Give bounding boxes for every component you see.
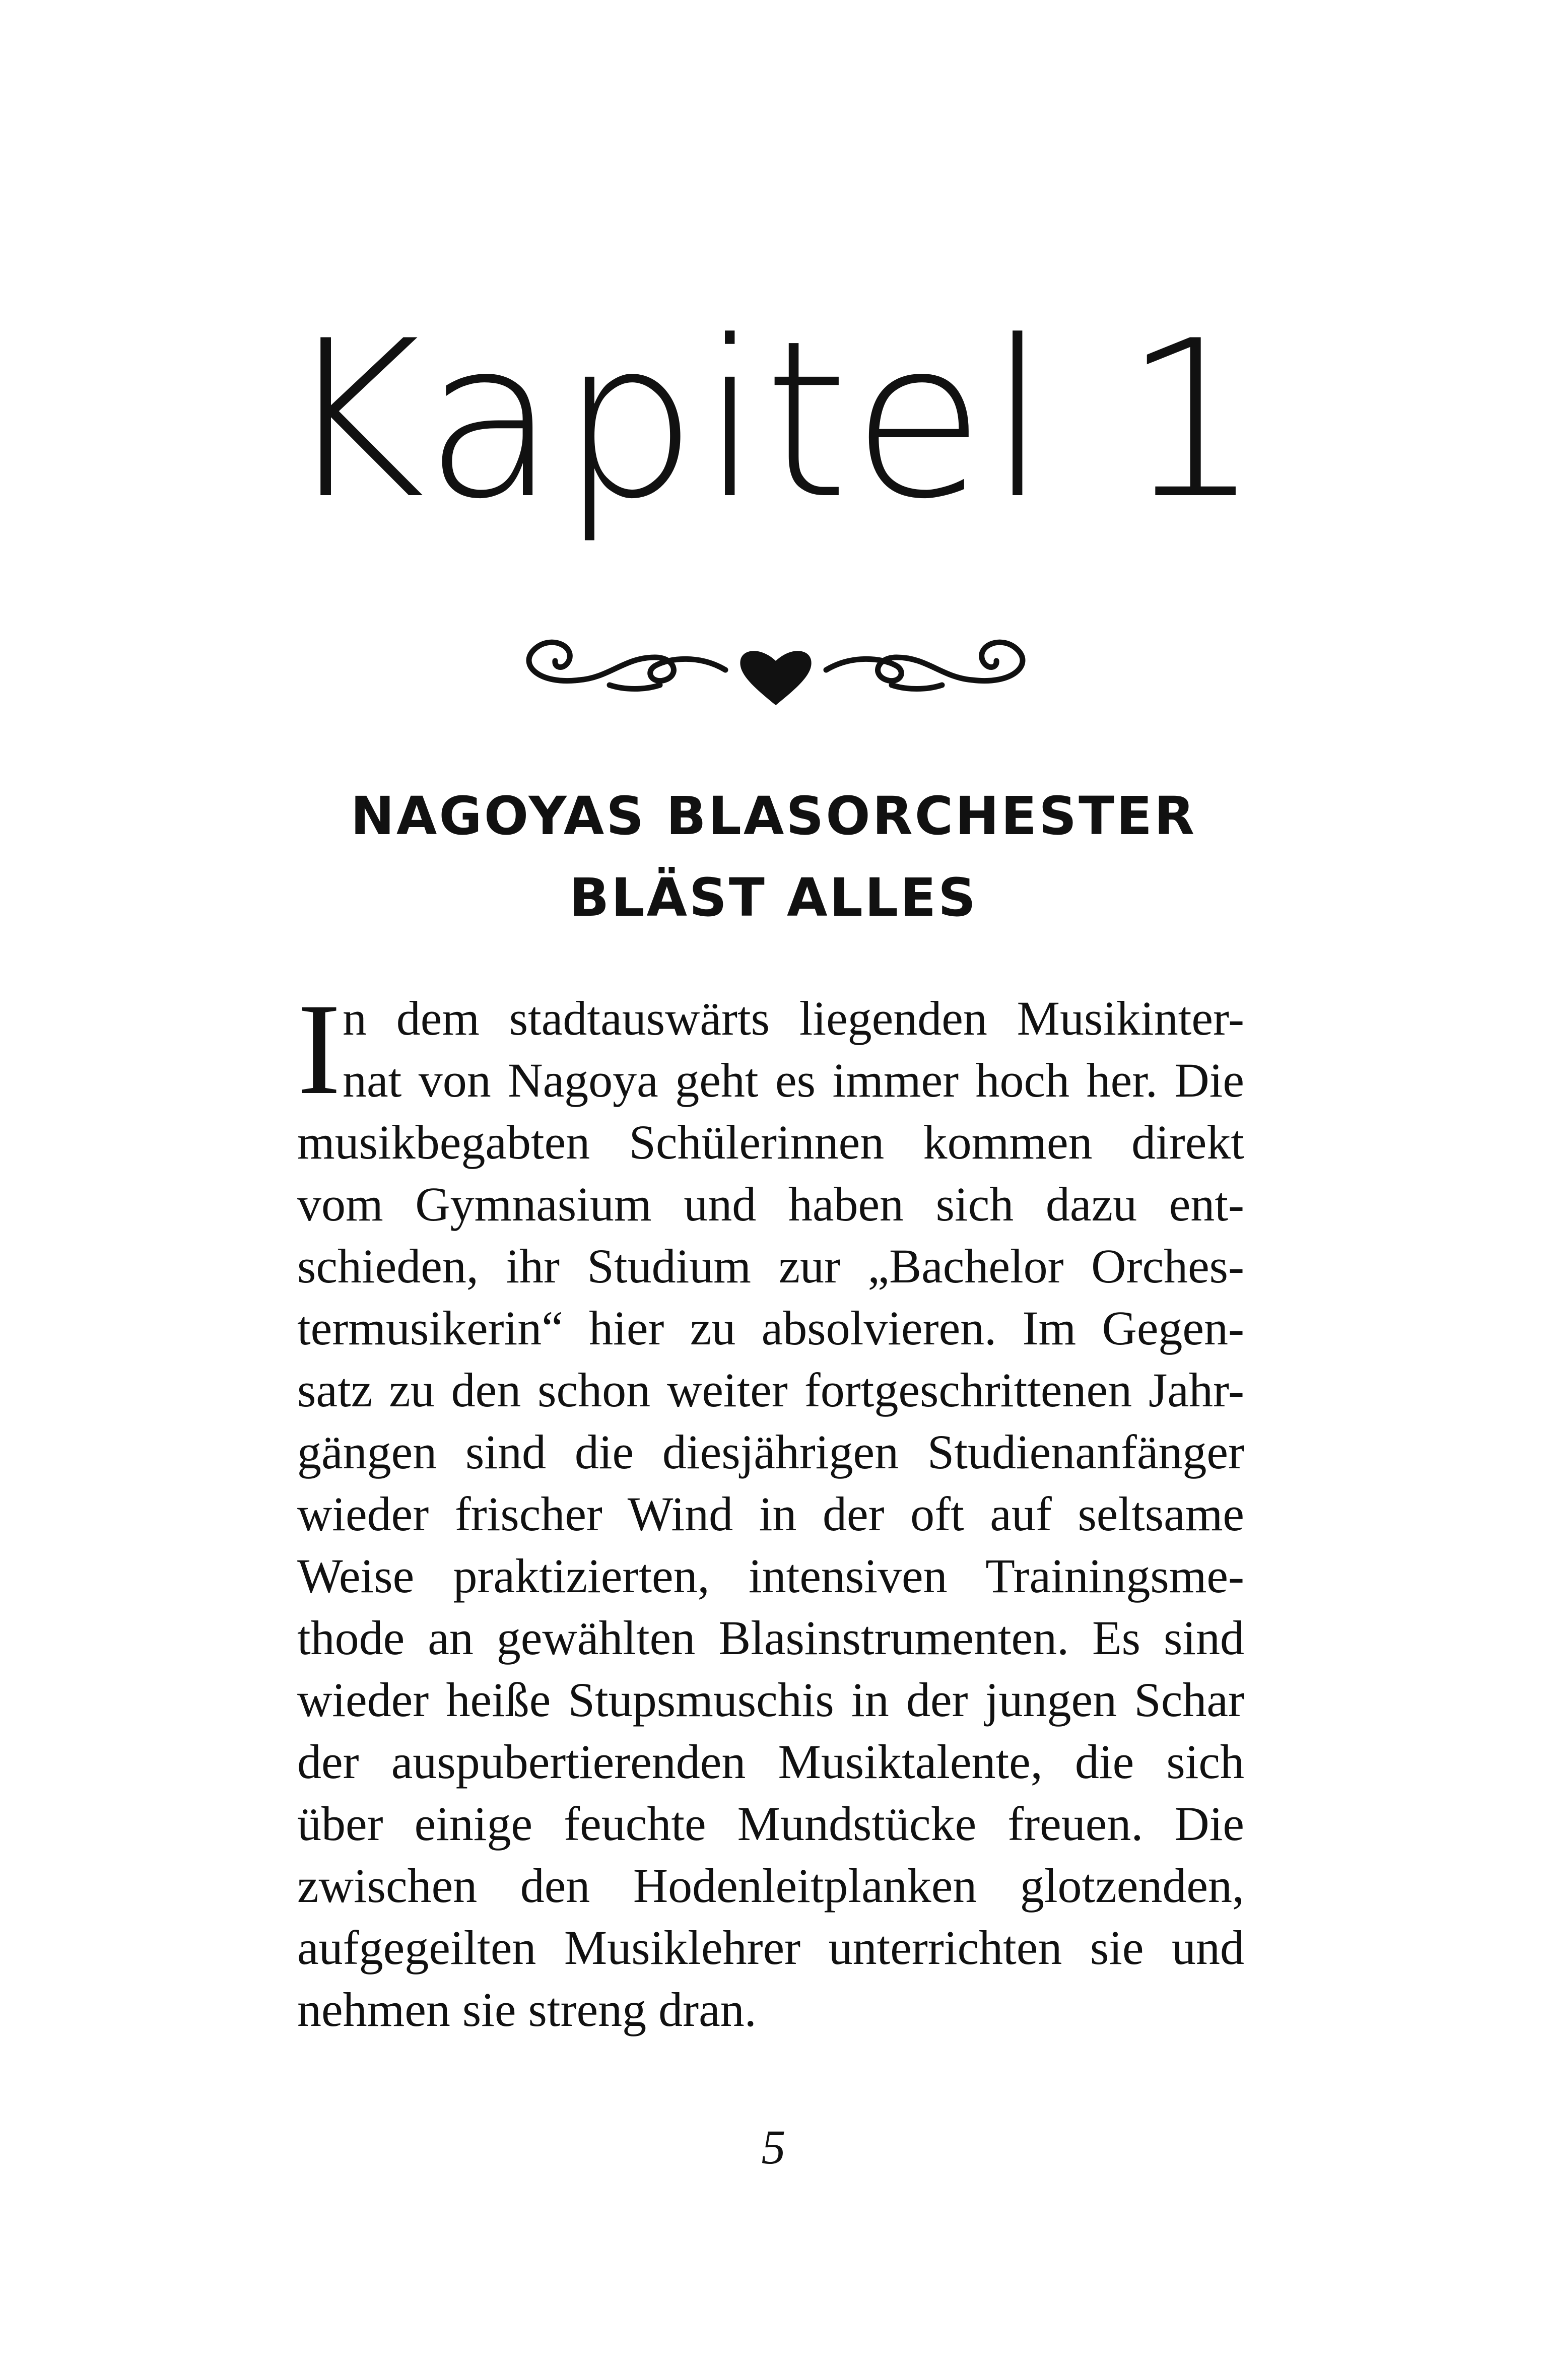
body-line: termusikerin“ hier zu absolvieren. Im Gegen- bbox=[297, 1301, 1244, 1355]
body-line: vom Gymnasium und haben sich dazu ent- bbox=[297, 1177, 1244, 1231]
body-paragraph bbox=[297, 977, 1244, 2041]
body-line: wieder frischer Wind in der oft auf seltsame bbox=[297, 1487, 1244, 1541]
section-title-line-1: NAGOYAS BLASORCHESTER bbox=[350, 785, 1197, 847]
body-line: n dem stadtauswärts liegenden Musikinter- bbox=[343, 991, 1244, 1045]
body-line: thode an gewählten Blasinstrumenten. Es sind bbox=[297, 1611, 1244, 1665]
body-line: gängen sind die diesjährigen Studienanfänger bbox=[297, 1425, 1244, 1479]
body-line: schieden, ihr Studium zur „Bachelor Orches- bbox=[297, 1239, 1244, 1293]
page-number: 5 bbox=[761, 2120, 786, 2174]
body-line: zwischen den Hodenleitplanken glotzenden, bbox=[297, 1859, 1244, 1913]
section-title-line-2: BLÄST ALLES bbox=[569, 867, 978, 928]
heart-swirl-divider-icon bbox=[509, 630, 1043, 715]
body-line: aufgegeilten Musiklehrer unterrichten sie und bbox=[297, 1921, 1244, 1975]
body-line: nat von Nagoya geht es immer hoch her. Die bbox=[343, 1053, 1244, 1107]
body-line: der auspubertierenden Musiktalente, die sich bbox=[297, 1735, 1244, 1789]
chapter-title: Kapitel 1 bbox=[283, 295, 1264, 547]
body-line: nehmen sie streng dran. bbox=[297, 1983, 757, 2036]
body-line: wieder heiße Stupsmuschis in der jungen Schar bbox=[297, 1673, 1244, 1727]
drop-cap: I bbox=[297, 977, 341, 1122]
body-line: satz zu den schon weiter fortgeschrittenen Jahr- bbox=[297, 1363, 1244, 1417]
body-line: Weise praktizierten, intensiven Trainingsme- bbox=[297, 1549, 1244, 1603]
body-line: musikbegabten Schülerinnen kommen direkt bbox=[297, 1115, 1244, 1169]
body-line: über einige feuchte Mundstücke freuen. Die bbox=[297, 1797, 1244, 1851]
